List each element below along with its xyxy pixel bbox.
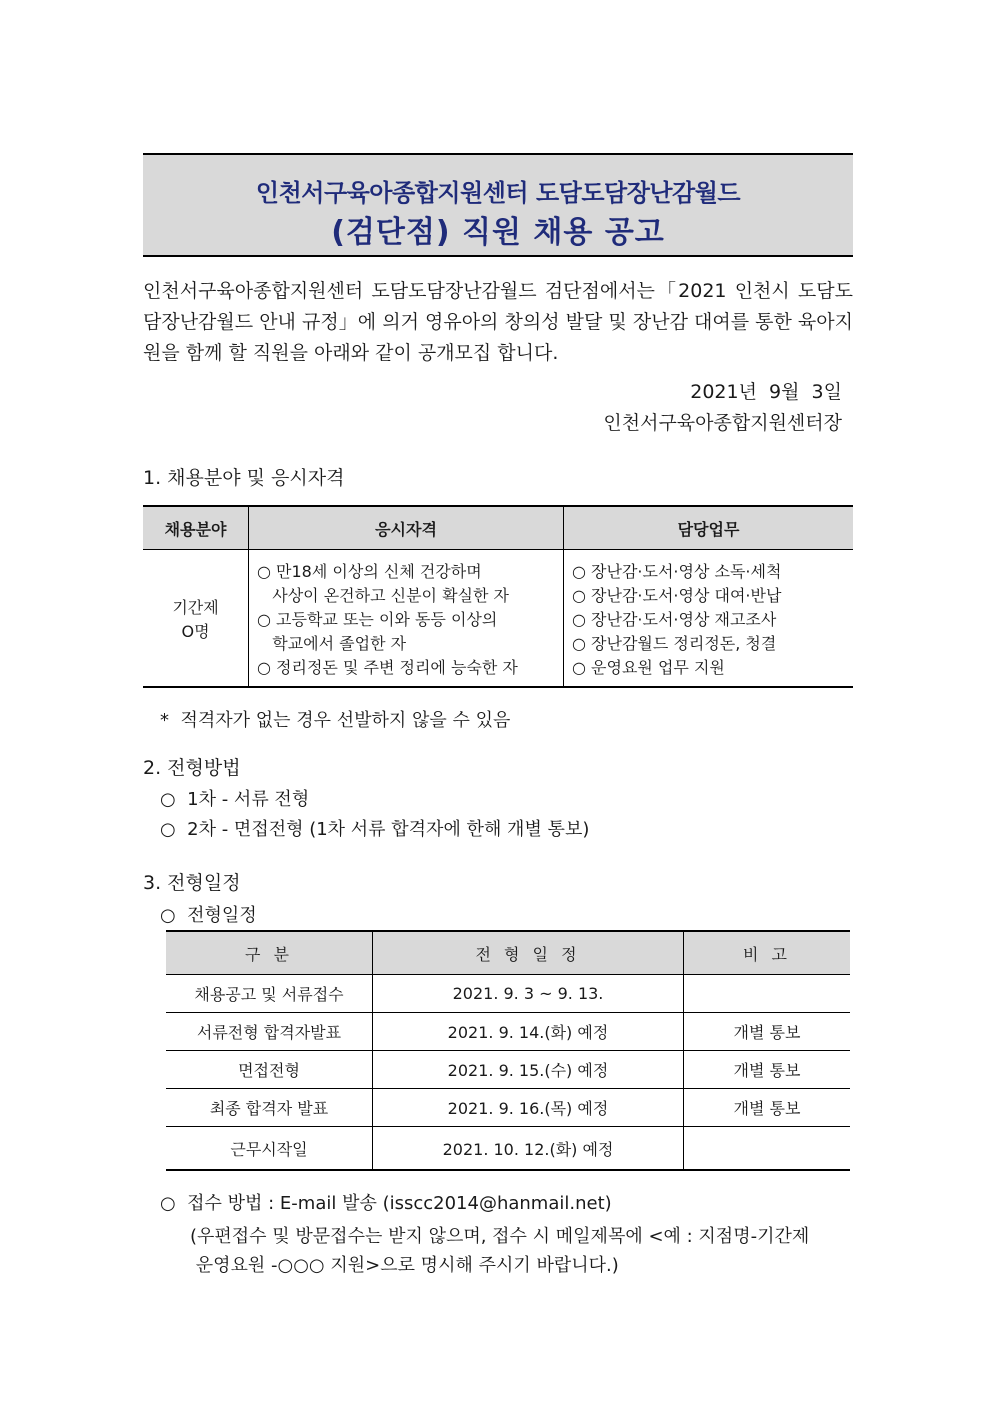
qualification-item: ○ 고등학교 또는 이와 동등 이상의 (257, 610, 498, 629)
schedule-date: 2021. 9. 15.(수) 예정 (373, 1051, 684, 1089)
section2-heading: 2. 전형방법 (143, 757, 241, 779)
category-line1: 기간제 (172, 598, 219, 617)
method-item-2: ○ 2차 - 면접전형 (1차 서류 합격자에 한해 개별 통보) (160, 819, 590, 840)
table-row (166, 1013, 850, 1051)
recruitment-table (143, 505, 853, 688)
title-line1: 인천서구육아종합지원센터 도담도담장난감월드 (255, 179, 741, 207)
schedule-subheading: ○ 전형일정 (160, 905, 257, 926)
title-line2: (검단점) 직원 채용 공고 (331, 215, 665, 250)
category-line2: O명 (181, 622, 210, 641)
schedule-remark (684, 1127, 851, 1171)
col-header-duties: 담당업무 (564, 506, 854, 550)
schedule-remark: 개별 통보 (684, 1051, 851, 1089)
col-header-field: 채용분야 (143, 506, 249, 550)
table-row (166, 975, 850, 1013)
schedule-date: 2021. 10. 12.(화) 예정 (373, 1127, 684, 1171)
intro-paragraph (143, 276, 853, 369)
qualification-item: ○ 만18세 이상의 신체 건강하며 (257, 562, 482, 581)
method-item-1: ○ 1차 - 서류 전형 (160, 789, 310, 810)
schedule-date: 2021. 9. 16.(목) 예정 (373, 1089, 684, 1127)
signer: 인천서구육아종합지원센터장 (603, 412, 842, 434)
schedule-remark: 개별 통보 (684, 1089, 851, 1127)
submission-method: ○ 접수 방법 : E-mail 발송 (isscc2014@hanmail.net) (160, 1193, 612, 1214)
schedule-table (166, 930, 850, 1171)
table-row (166, 1051, 850, 1089)
qualification-item: 학교에서 졸업한 자 (257, 634, 407, 653)
qualification-item: ○ 정리정돈 및 주변 정리에 능숙한 자 (257, 658, 518, 677)
schedule-category: 최종 합격자 발표 (166, 1089, 373, 1127)
section1-heading: 1. 채용분야 및 응시자격 (143, 467, 345, 489)
selection-note: * 적격자가 없는 경우 선발하지 않을 수 있음 (160, 710, 511, 731)
duties-cell (564, 550, 854, 688)
duty-item: ○ 장난감·도서·영상 소독·세척 (572, 562, 782, 581)
announcement-date: 2021년 9월 3일 (690, 381, 842, 403)
schedule-remark (684, 975, 851, 1013)
submission-note-line1: (우편접수 및 방문접수는 받지 않으며, 접수 시 메일제목에 <예 : 지점명-기간제 (190, 1226, 810, 1247)
table-row (166, 1127, 850, 1171)
col-header-schedule: 전 형 일 정 (373, 931, 684, 975)
schedule-category: 채용공고 및 서류접수 (194, 985, 344, 1004)
duty-item: ○ 장난감·도서·영상 재고조사 (572, 610, 777, 629)
title-box (143, 153, 853, 257)
intro-text: 인천서구육아종합지원센터 도담도담장난감월드 검단점에서는「2021 인천시 도담도담장난감월드 안내 규정」에 의거 영유아의 창의성 발달 및 장난감 대여를 통한 육아지원을 함께 할 직원을 아래와 같이 공개모집 합니다. (143, 280, 853, 364)
schedule-category: 면접전형 (166, 1051, 373, 1089)
duty-item: ○ 장난감월드 정리정돈, 청결 (572, 634, 777, 653)
category-cell (143, 550, 249, 688)
section3-heading: 3. 전형일정 (143, 872, 241, 894)
schedule-date: 2021. 9. 3 ~ 9. 13. (373, 975, 684, 1013)
col-header-remarks: 비 고 (684, 931, 851, 975)
qualification-cell (249, 550, 564, 688)
schedule-category: 근무시작일 (166, 1127, 373, 1171)
schedule-remark: 개별 통보 (684, 1013, 851, 1051)
duty-item: ○ 장난감·도서·영상 대여·반납 (572, 586, 782, 605)
col-header-qualification: 응시자격 (249, 506, 564, 550)
table-row (166, 1089, 850, 1127)
schedule-date: 2021. 9. 14.(화) 예정 (373, 1013, 684, 1051)
col-header-category: 구 분 (166, 931, 373, 975)
qualification-item: 사상이 온건하고 신분이 확실한 자 (257, 586, 509, 605)
duty-item: ○ 운영요원 업무 지원 (572, 658, 725, 677)
submission-note-line2: 운영요원 -○○○ 지원>으로 명시해 주시기 바랍니다.) (190, 1255, 619, 1276)
schedule-category: 서류전형 합격자발표 (166, 1013, 373, 1051)
